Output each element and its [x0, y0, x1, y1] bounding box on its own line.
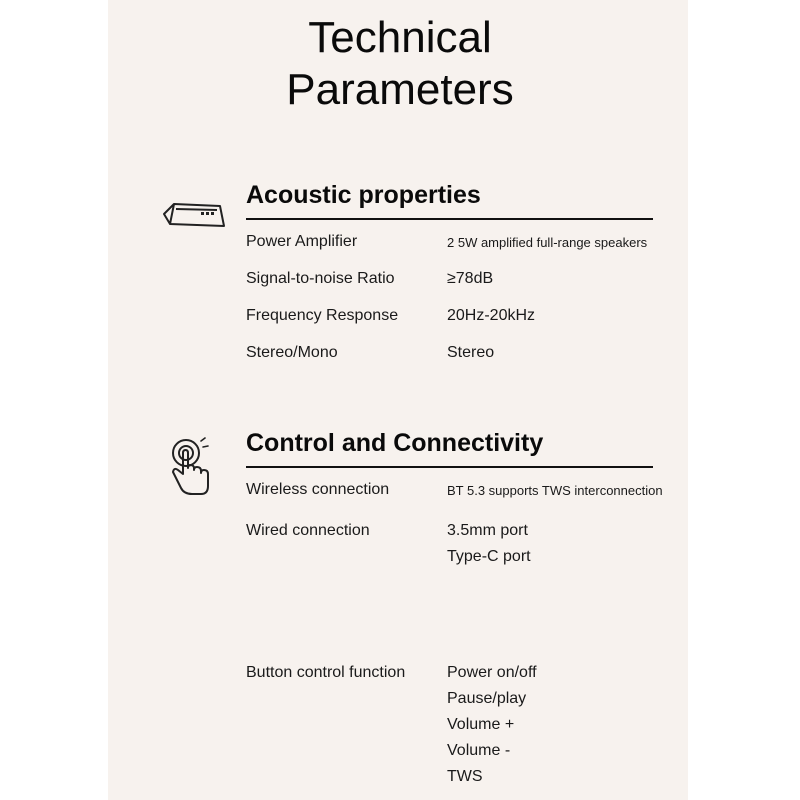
page-title — [0, 12, 800, 116]
button-control-value-5: TWS — [447, 768, 483, 785]
wireless-connection-label: Wireless connection — [246, 481, 390, 498]
speaker-icon — [160, 198, 232, 234]
button-control-value-2: Pause/play — [447, 690, 527, 707]
button-control-label: Button control function — [246, 664, 406, 681]
snr-label: Signal-to-noise Ratio — [246, 270, 395, 287]
acoustic-section-title: Acoustic properties — [246, 181, 481, 209]
wired-connection-value-2: Type-C port — [447, 548, 531, 565]
acoustic-section-divider — [246, 218, 653, 220]
wired-connection-value-1: 3.5mm port — [447, 522, 528, 539]
wireless-connection-value: BT 5.3 supports TWS interconnection — [447, 483, 663, 498]
button-control-value-4: Volume - — [447, 742, 511, 759]
page-title-line-2: Parameters — [286, 65, 514, 114]
touch-hand-icon — [168, 436, 218, 498]
frequency-response-label: Frequency Response — [246, 307, 399, 324]
stereo-mono-value: Stereo — [447, 344, 495, 361]
control-section-divider — [246, 466, 653, 468]
page-title-line-1: Technical — [308, 13, 492, 62]
power-amplifier-label: Power Amplifier — [246, 233, 358, 250]
button-control-value-1: Power on/off — [447, 664, 537, 681]
stereo-mono-label: Stereo/Mono — [246, 344, 338, 361]
control-section-title: Control and Connectivity — [246, 429, 544, 457]
wired-connection-label: Wired connection — [246, 522, 370, 539]
snr-value: ≥78dB — [447, 270, 494, 287]
frequency-response-value: 20Hz-20kHz — [447, 307, 536, 324]
power-amplifier-value: 2 5W amplified full-range speakers — [447, 235, 648, 250]
button-control-value-3: Volume + — [447, 716, 515, 733]
